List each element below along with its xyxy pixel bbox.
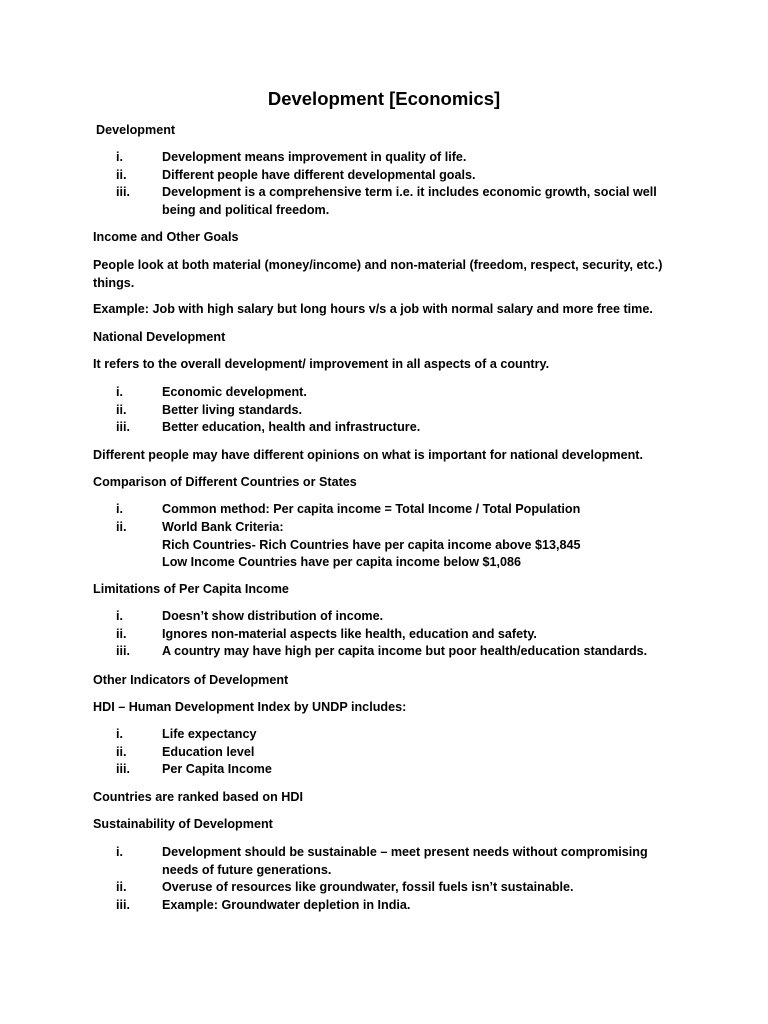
list-number: i. [116, 150, 123, 164]
rich-countries-criteria: Rich Countries- Rich Countries have per capita income above $13,845 [162, 538, 581, 552]
national-list [93, 384, 673, 437]
list-item [93, 419, 673, 437]
list-text: Example: Groundwater depletion in India. [162, 897, 411, 912]
list-text: Development should be sustainable – meet present needs without compromising needs of future generations. [162, 845, 648, 877]
list-text: Development is a comprehensive term i.e. it includes economic growth, social well being and political freedom. [162, 185, 657, 217]
list-text: Economic development. [162, 385, 307, 399]
low-income-criteria: Low Income Countries have per capita income below $1,086 [162, 555, 522, 569]
list-item [93, 744, 673, 762]
list-item [93, 761, 673, 779]
list-text: World Bank Criteria: [162, 519, 284, 534]
list-text: Doesn’t show distribution of income. [162, 609, 384, 623]
list-number: i. [116, 502, 123, 516]
list-number: iii. [116, 185, 130, 200]
section-heading-development: Development [96, 123, 176, 137]
list-number: iii. [116, 420, 130, 435]
development-list [93, 149, 673, 219]
list-item [93, 844, 673, 879]
hdi-list [93, 726, 673, 779]
list-number: ii. [116, 519, 127, 534]
list-number: ii. [116, 744, 127, 759]
list-text: Education level [162, 744, 255, 759]
document-title: Development [Economics] [267, 88, 501, 109]
list-number: iii. [116, 762, 130, 777]
list-item [93, 501, 673, 519]
list-text: Different people have different developmental goals. [162, 167, 476, 182]
section-heading-limitations: Limitations of Per Capita Income [93, 582, 289, 596]
list-number: ii. [116, 626, 127, 641]
list-text: Better education, health and infrastructure. [162, 420, 421, 435]
list-text: A country may have high per capita income but poor health/education standards. [162, 644, 648, 659]
comparison-list [93, 501, 673, 536]
list-number: ii. [116, 167, 127, 182]
list-text: Life expectancy [162, 727, 257, 741]
list-item [93, 879, 673, 897]
list-item [93, 608, 673, 626]
list-item [93, 149, 673, 167]
section-heading-income-goals: Income and Other Goals [93, 230, 239, 244]
income-goals-example: Example: Job with high salary but long hours v/s a job with normal salary and more free time. [93, 302, 653, 316]
national-outro: Different people may have different opinions on what is important for national development. [93, 448, 643, 462]
list-number: i. [116, 727, 123, 741]
list-number: i. [116, 845, 123, 859]
limitations-list [93, 608, 673, 661]
list-number: i. [116, 385, 123, 399]
list-item [93, 897, 673, 915]
list-item [93, 726, 673, 744]
section-heading-sustainability: Sustainability of Development [93, 817, 273, 831]
section-heading-other-indicators: Other Indicators of Development [93, 673, 289, 687]
list-text: Development means improvement in quality of life. [162, 150, 467, 164]
list-item [93, 643, 673, 661]
list-number: iii. [116, 897, 130, 912]
list-item [93, 184, 673, 219]
list-text: Common method: Per capita income = Total Income / Total Population [162, 502, 581, 516]
section-heading-comparison: Comparison of Different Countries or States [93, 475, 357, 489]
list-number: ii. [116, 402, 127, 417]
list-item [93, 519, 673, 537]
income-goals-paragraph: People look at both material (money/income) and non-material (freedom, respect, security, etc.) things. [93, 258, 663, 290]
hdi-ranked-line: Countries are ranked based on HDI [93, 790, 303, 804]
list-text: Per Capita Income [162, 762, 272, 777]
national-intro: It refers to the overall development/ improvement in all aspects of a country. [93, 357, 550, 371]
sustainability-list [93, 844, 673, 914]
section-heading-national: National Development [93, 330, 226, 344]
list-number: iii. [116, 644, 130, 659]
list-text: Ignores non-material aspects like health, education and safety. [162, 626, 537, 641]
list-number: i. [116, 609, 123, 623]
list-item [93, 626, 673, 644]
list-text: Better living standards. [162, 402, 302, 417]
list-number: ii. [116, 880, 127, 895]
list-item [93, 167, 673, 185]
list-item [93, 402, 673, 420]
hdi-line: HDI – Human Development Index by UNDP includes: [93, 700, 407, 714]
list-text: Overuse of resources like groundwater, fossil fuels isn’t sustainable. [162, 880, 574, 895]
list-item [93, 384, 673, 402]
